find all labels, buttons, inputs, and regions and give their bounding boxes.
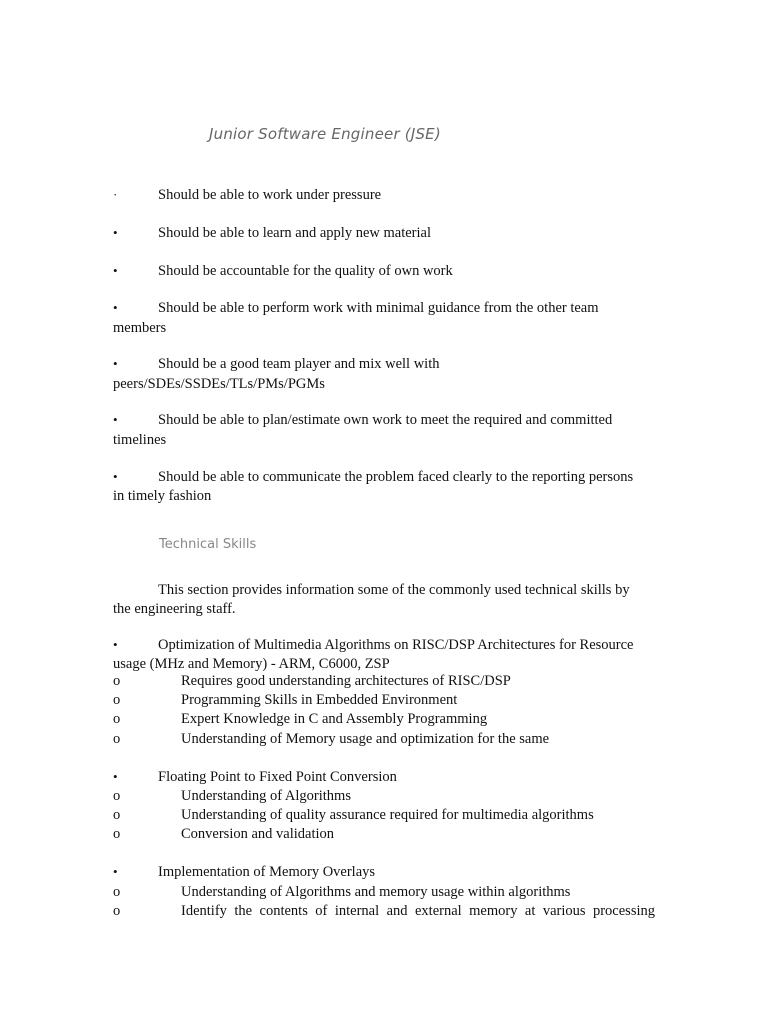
skill-title: Implementation of Memory Overlays — [158, 864, 376, 880]
list-item-text: Should be able to work under pressure — [158, 187, 382, 203]
sub-list-item-text: Expert Knowledge in C and Assembly Programming — [181, 711, 488, 727]
list-item-text: Should be able to perform work with minimal guidance from the other team — [158, 300, 599, 316]
bullet-marker: · — [113, 187, 118, 202]
page-title: Junior Software Engineer (JSE) — [209, 125, 441, 143]
sub-bullet-marker: o — [113, 807, 121, 823]
sub-list-item-text: Understanding of Algorithms and memory usage within algorithms — [181, 884, 571, 900]
list-item-text: Should be a good team player and mix well with — [158, 356, 440, 372]
sub-list-item-text: Identify the contents of internal and external memory at various processing — [181, 903, 655, 919]
sub-bullet-marker: o — [113, 826, 121, 842]
sub-list-item-text: Understanding of Algorithms — [181, 788, 351, 804]
list-item-text: timelines — [113, 432, 167, 448]
sub-bullet-marker: o — [113, 884, 121, 900]
skill-title: Floating Point to Fixed Point Conversion — [158, 769, 397, 785]
sub-list-item-text: Understanding of Memory usage and optimization for the same — [181, 731, 550, 747]
skill-title: usage (MHz and Memory) - ARM, C6000, ZSP — [113, 656, 390, 672]
bullet-marker: • — [113, 769, 118, 784]
sub-bullet-marker: o — [113, 903, 121, 919]
bullet-marker: • — [113, 356, 118, 371]
bullet-marker: • — [113, 225, 118, 240]
list-item-text: in timely fashion — [113, 488, 212, 504]
list-item-text: Should be able to plan/estimate own work to meet the required and committed — [158, 412, 613, 428]
sub-list-item-text: Requires good understanding architectures of RISC/DSP — [181, 673, 511, 689]
sub-bullet-marker: o — [113, 692, 121, 708]
sub-list-item-text: Programming Skills in Embedded Environment — [181, 692, 458, 708]
bullet-marker: • — [113, 263, 118, 278]
list-item-text: Should be accountable for the quality of own work — [158, 263, 453, 279]
sub-bullet-marker: o — [113, 673, 121, 689]
sub-list-item-text: Conversion and validation — [181, 826, 335, 842]
list-item-text: Should be able to learn and apply new material — [158, 225, 431, 241]
list-item-text: members — [113, 320, 167, 336]
sub-bullet-marker: o — [113, 788, 121, 804]
sub-bullet-marker: o — [113, 711, 121, 727]
list-item-text: Should be able to communicate the problem faced clearly to the reporting persons — [158, 469, 634, 485]
sub-bullet-marker: o — [113, 731, 121, 747]
sub-list-item-text: Understanding of quality assurance required for multimedia algorithms — [181, 807, 594, 823]
paragraph-text: This section provides information some of the commonly used technical skills by — [158, 582, 630, 598]
paragraph-text: the engineering staff. — [113, 601, 236, 617]
section-heading: Technical Skills — [159, 537, 257, 552]
bullet-marker: • — [113, 469, 118, 484]
bullet-marker: • — [113, 637, 118, 652]
skill-title: Optimization of Multimedia Algorithms on RISC/DSP Architectures for Resource — [158, 637, 634, 653]
bullet-marker: • — [113, 300, 118, 315]
bullet-marker: • — [113, 412, 118, 427]
bullet-marker: • — [113, 864, 118, 879]
list-item-text: peers/SDEs/SSDEs/TLs/PMs/PGMs — [113, 376, 325, 392]
